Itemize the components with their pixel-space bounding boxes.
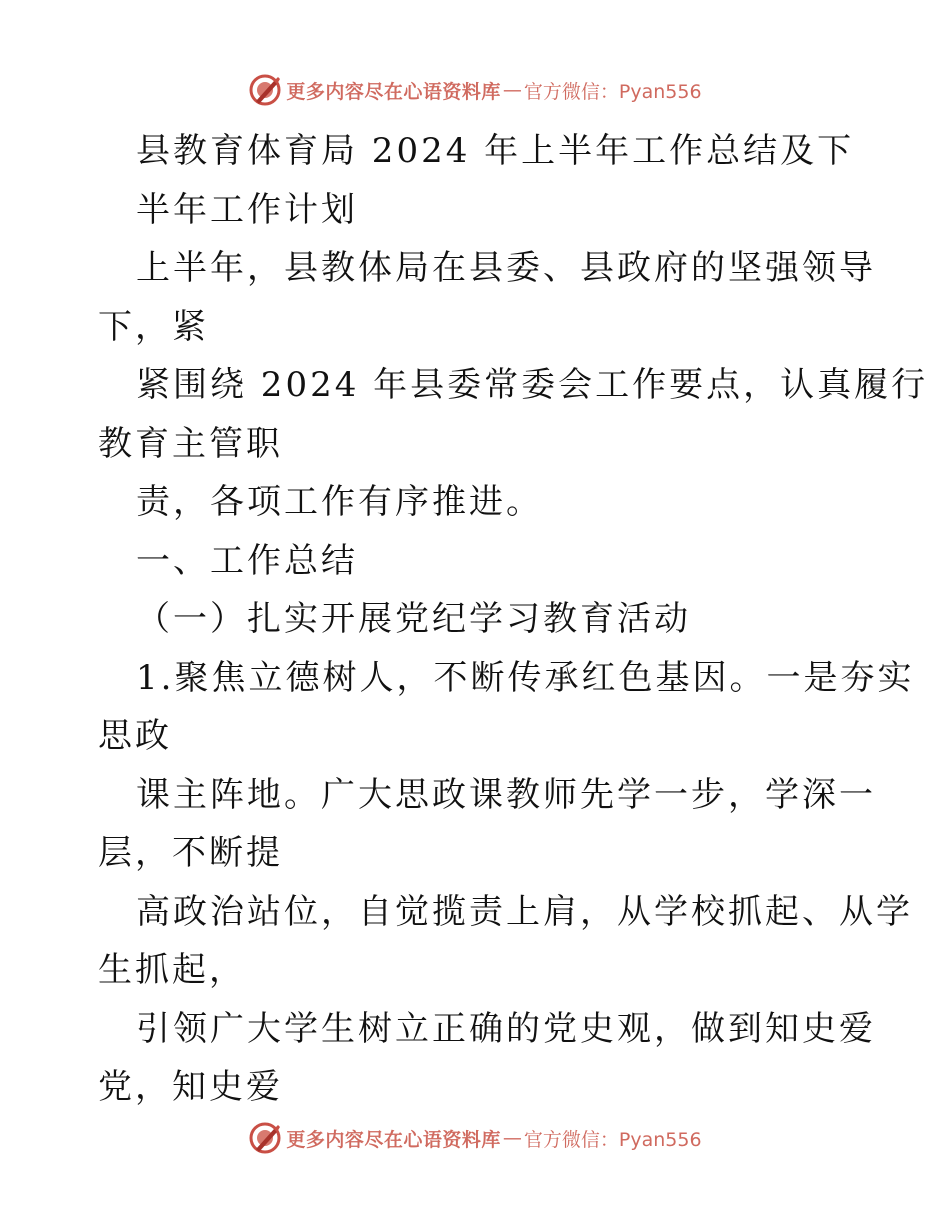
text-line: 下，紧	[98, 306, 209, 347]
text-line: 上半年，县教体局在县委、县政府的坚强领导	[136, 248, 876, 288]
header-banner	[0, 70, 950, 110]
text-line: 一、工作总结	[136, 540, 358, 581]
banner-text: 更多内容尽在心语资料库	[286, 80, 501, 103]
text-line: 县教育体育局 2024 年上半年工作总结及下	[136, 131, 855, 171]
text-line: （一）扎实开展党纪学习教育活动	[136, 599, 691, 639]
text-line: 引领广大学生树立正确的党史观，做到知史爱	[136, 1008, 876, 1049]
red-pen-circle-logo-icon	[248, 73, 282, 107]
text-line: 思政	[98, 716, 172, 756]
document-body	[98, 122, 929, 1117]
banner-wechat: 官方微信：Pyan556	[523, 80, 702, 103]
text-line: 层，不断提	[98, 833, 283, 873]
banner-separator: —	[502, 79, 522, 101]
banner-text: 更多内容尽在心语资料库	[286, 1128, 501, 1151]
text-line: 生抓起，	[98, 950, 246, 990]
banner-wechat: 官方微信：Pyan556	[523, 1128, 702, 1151]
footer-banner	[0, 1118, 950, 1158]
text-line: 教育主管职	[98, 423, 283, 464]
banner-separator: —	[502, 1127, 522, 1149]
text-line: 高政治站位，自觉揽责上肩，从学校抓起、从学	[136, 891, 913, 932]
text-line: 责，各项工作有序推进。	[136, 482, 543, 522]
text-line: 1.聚焦立德树人，不断传承红色基因。一是夯实	[136, 657, 915, 698]
text-line: 课主阵地。广大思政课教师先学一步，学深一	[136, 774, 876, 815]
text-line: 紧围绕 2024 年县委常委会工作要点，认真履行	[136, 365, 929, 405]
text-line: 半年工作计划	[136, 189, 358, 230]
text-line: 党，知史爱	[98, 1067, 283, 1107]
red-pen-circle-logo-icon	[248, 1121, 282, 1155]
